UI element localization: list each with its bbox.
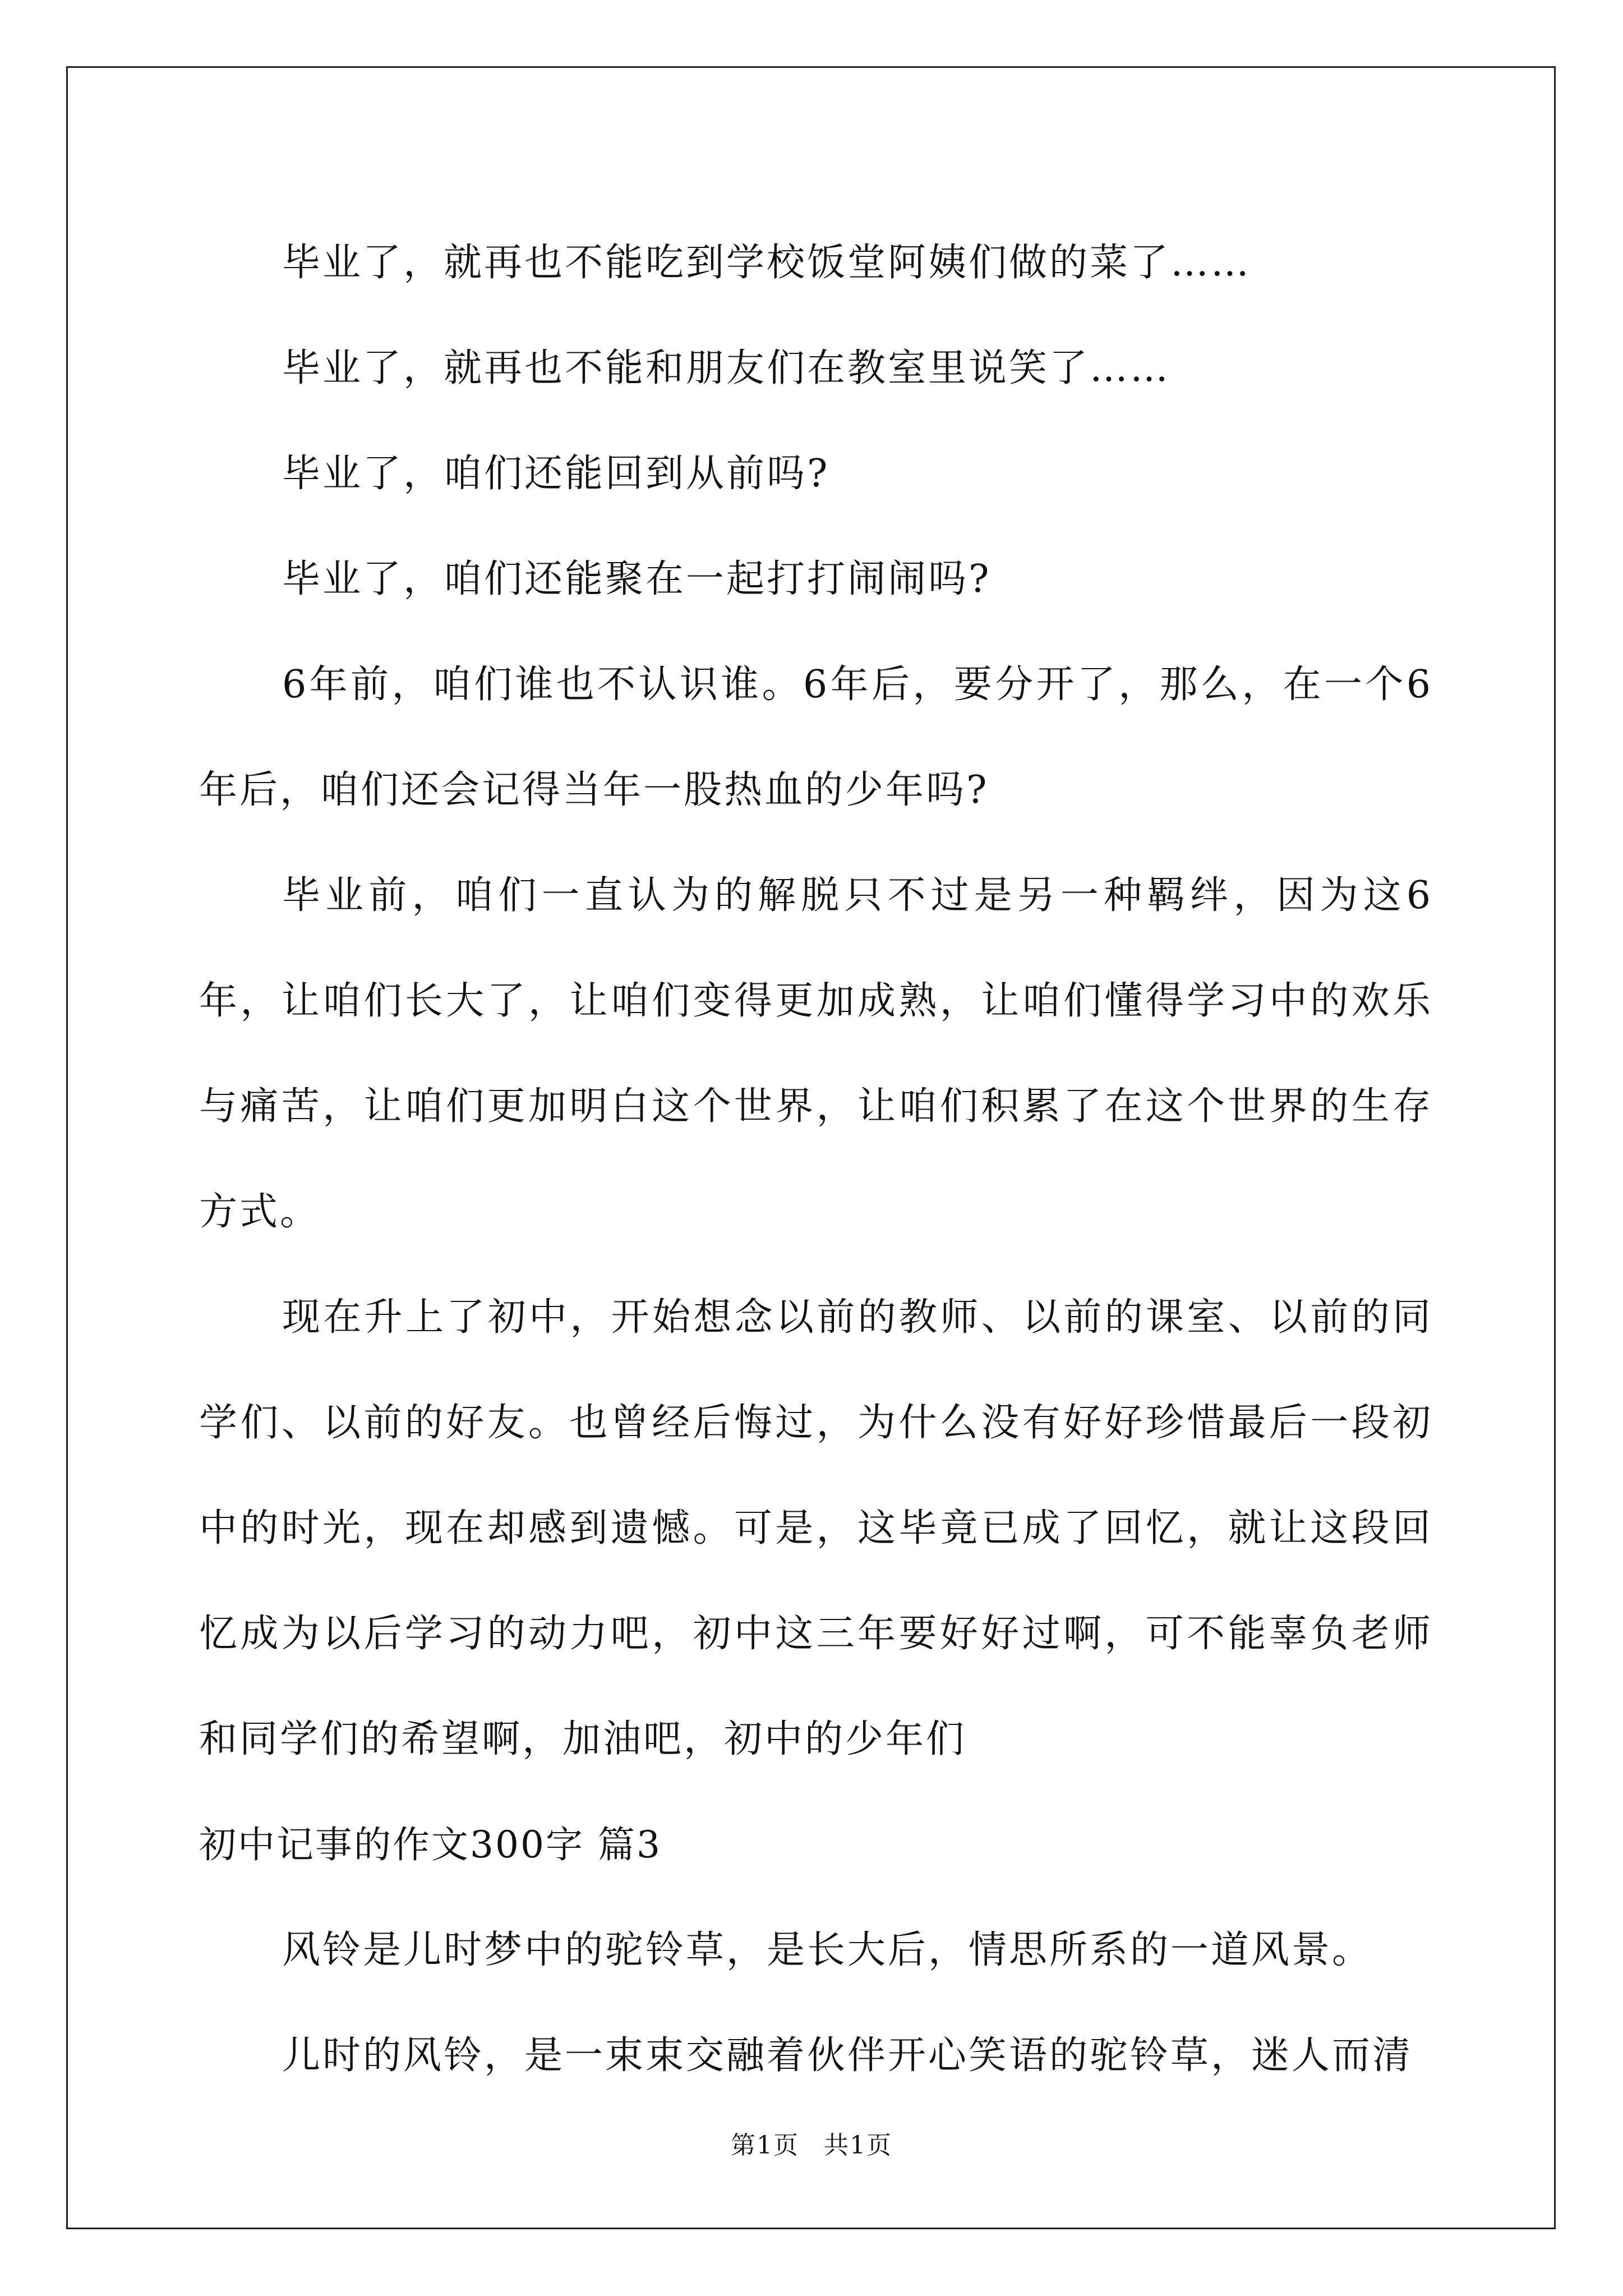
- paragraph: 毕业前，咱们一直认为的解脱只不过是另一种羁绊，因为这6年，让咱们长大了，让咱们变得更加成熟，让咱们懂得学习中的欢乐与痛苦，让咱们更加明白这个世界，让咱们积累了在这个世界的生存方式。: [199, 873, 1433, 1234]
- page-number: 第1页: [731, 2131, 799, 2160]
- paragraph: 现在升上了初中，开始想念以前的教师、以前的课室、以前的同学们、以前的好友。也曾经后悔过，为什么没有好好珍惜最后一段初中的时光，现在却感到遗憾。可是，这毕竟已成了回忆，就让这段回忆成为以后学习的动力吧，初中这三年要好好过啊，可不能辜负老师和同学们的希望啊，加油吧，初中的少年们: [199, 1295, 1433, 1761]
- paragraph: 毕业了，就再也不能和朋友们在教室里说笑了……: [282, 346, 1171, 390]
- paragraph: 儿时的风铃，是一束束交融着伙伴开心笑语的驼铃草，迷人而清: [282, 2033, 1413, 2078]
- paragraph: 毕业了，就再也不能吃到学校饭堂阿姨们做的菜了……: [282, 241, 1252, 285]
- paragraph: 风铃是儿时梦中的驼铃草，是长大后，情思所系的一道风景。: [282, 1928, 1373, 1972]
- paragraph: 毕业了，咱们还能回到从前吗?: [282, 452, 830, 496]
- paragraph: 6年前，咱们谁也不认识谁。6年后，要分开了，那么，在一个6年后，咱们还会记得当年一股热血的少年吗?: [199, 662, 1433, 812]
- page-total: 共1页: [824, 2131, 892, 2160]
- paragraph: 毕业了，咱们还能聚在一起打打闹闹吗?: [282, 557, 992, 601]
- page-footer: [0, 2129, 1623, 2162]
- section-heading: 初中记事的作文300字 篇3: [199, 1823, 662, 1866]
- document-body: [199, 210, 1433, 2109]
